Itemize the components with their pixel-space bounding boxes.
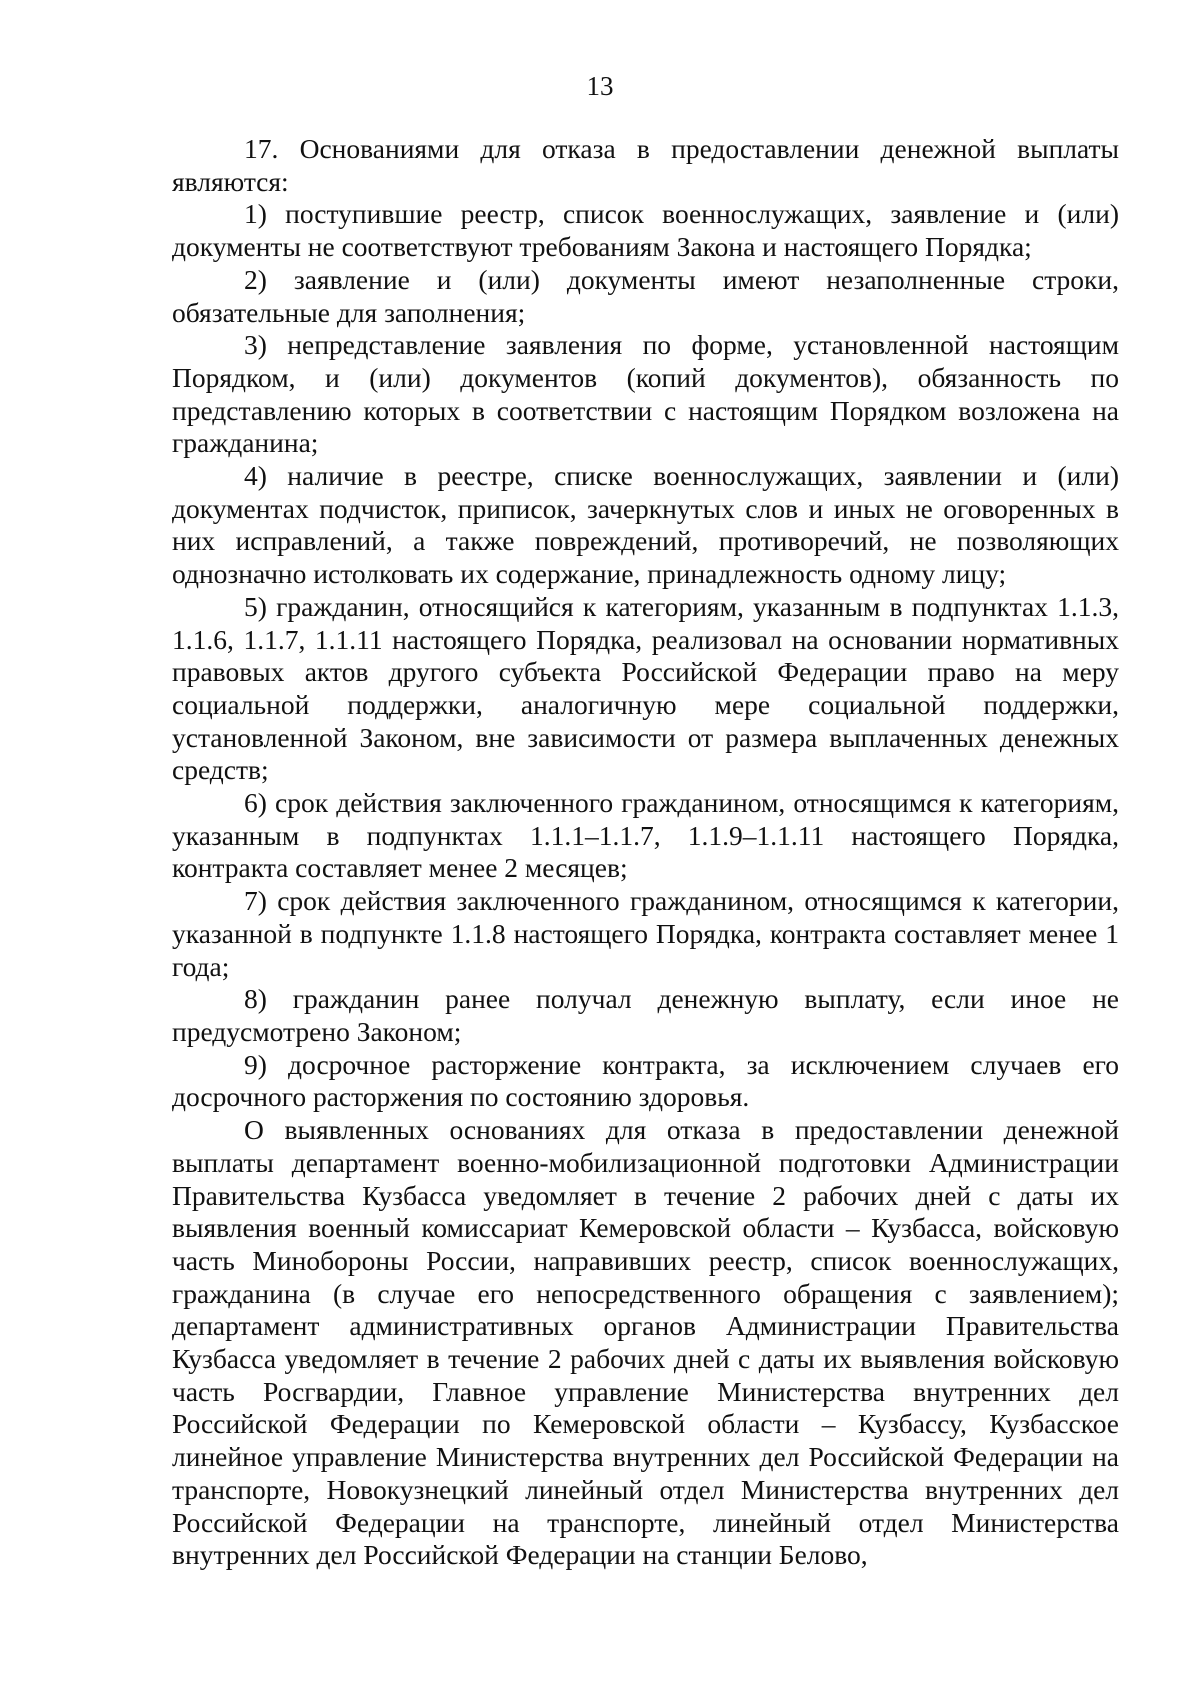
paragraph-item-9: 9) досрочное расторжение контракта, за исключением случаев его досрочного расторжения по состоянию здоровья. bbox=[172, 1048, 1119, 1113]
paragraph-item-8: 8) гражданин ранее получал денежную выплату, если иное не предусмотрено Законом; bbox=[172, 983, 1119, 1047]
paragraph-item-6: 6) срок действия заключенного гражданином, относящимся к категориям, указанным в подпунктах 1.1.1–1.1.7, 1.1.9–1.1.11 настоящего Порядка, контракта составляет менее 2 месяцев; bbox=[172, 787, 1119, 884]
document-body bbox=[172, 133, 1119, 1572]
paragraph-item-1: 1) поступившие реестр, список военнослужащих, заявление и (или) документы не соответствуют требованиям Закона и настоящего Порядка; bbox=[172, 198, 1119, 263]
paragraph-notification: О выявленных основаниях для отказа в предоставлении денежной выплаты департамент военно-мобилизационной подготовки Администрации Правительства Кузбасса уведомляет в течение 2 рабочих дней с даты их выявления военный комиссариат Кемеровской области – Кузбасса, войсковую часть Минобороны России, направивших реестр, список военнослужащих, гражданина (в случае его непосредственного обращения с заявлением); департамент административных органов Администрации Правительства Кузбасса уведомляет в течение 2 рабочих дней с даты их выявления войсковую часть Росгвардии, Главное управление Министерства внутренних дел Российской Федерации по Кемеровской области – Кузбассу, Кузбасское линейное управление Министерства внутренних дел Российской Федерации на транспорте, Новокузнецкий линейный отдел Министерства внутренних дел Российской Федерации на транспорте, линейный отдел Министерства внутренних дел Российской Федерации на станции Белово, bbox=[172, 1114, 1119, 1571]
page-number: 13 bbox=[586, 71, 614, 101]
paragraph-item-5: 5) гражданин, относящийся к категориям, указанным в подпунктах 1.1.3, 1.1.6, 1.1.7, 1.1.11 настоящего Порядка, реализовал на основании нормативных правовых актов другого субъекта Российской Федерации право на меру социальной поддержки, аналогичную мере социальной поддержки, установленной Законом, вне зависимости от размера выплаченных денежных средств; bbox=[172, 590, 1119, 786]
paragraph-item-2: 2) заявление и (или) документы имеют незаполненные строки, обязательные для заполнения; bbox=[172, 263, 1119, 328]
paragraph-item-7: 7) срок действия заключенного гражданином, относящимся к категории, указанной в подпункте 1.1.8 настоящего Порядка, контракта составляет менее 1 года; bbox=[172, 885, 1119, 982]
paragraph-item-3: 3) непредставление заявления по форме, установленной настоящим Порядком, и (или) документов (копий документов), обязанность по представлению которых в соответствии с настоящим Порядком возложена на гражданина; bbox=[172, 329, 1119, 459]
paragraph-intro: 17. Основаниями для отказа в предоставлении денежной выплаты являются: bbox=[172, 133, 1119, 197]
paragraph-item-4: 4) наличие в реестре, списке военнослужащих, заявлении и (или) документах подчисток, приписок, зачеркнутых слов и иных не оговоренных в них исправлений, а также повреждений, противоречий, не позволяющих однозначно истолковать их содержание, принадлежность одному лицу; bbox=[172, 460, 1119, 590]
